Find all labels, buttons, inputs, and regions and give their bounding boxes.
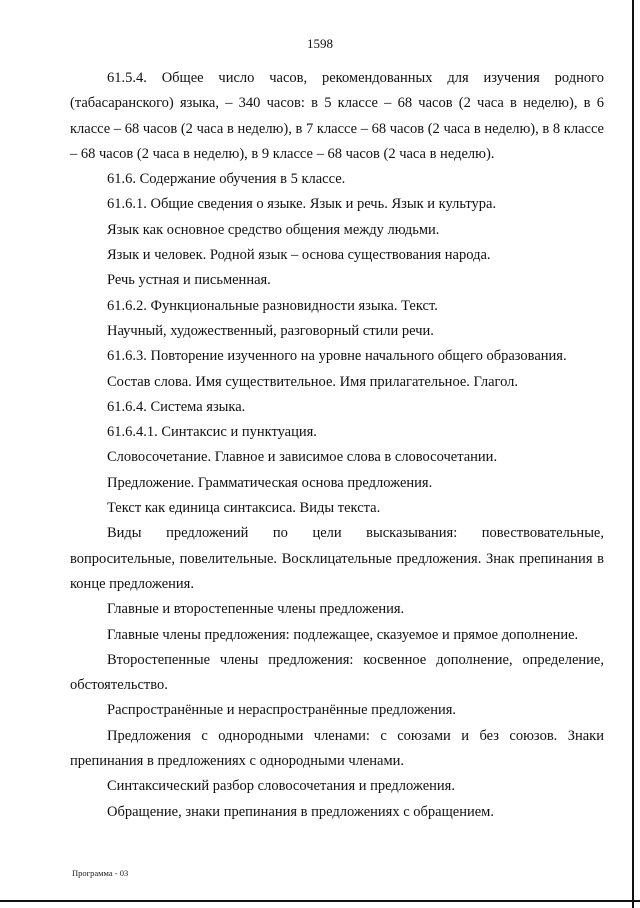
paragraph: 61.6.2. Функциональные разновидности языка. Текст.: [107, 297, 438, 314]
footer-program-code: Программа - 03: [72, 868, 129, 878]
document-body: [70, 66, 604, 825]
paragraph: Обращение, знаки препинания в предложениях с обращением.: [107, 803, 494, 820]
scan-border-bottom: [0, 900, 640, 902]
paragraph: Второстепенные члены предложения: косвенное дополнение, определение, обстоятельство.: [70, 651, 604, 694]
paragraph: Язык и человек. Родной язык – основа существования народа.: [107, 247, 491, 264]
paragraph: 61.6.4. Система языка.: [107, 398, 246, 415]
paragraph: Состав слова. Имя существительное. Имя прилагательное. Глагол.: [107, 373, 519, 390]
paragraph: Предложение. Грамматическая основа предложения.: [107, 474, 433, 491]
paragraph: 61.6. Содержание обучения в 5 классе.: [107, 171, 346, 188]
page-number: 1598: [307, 36, 333, 51]
paragraph: 61.6.4.1. Синтаксис и пунктуация.: [107, 424, 317, 441]
paragraph: Словосочетание. Главное и зависимое слова в словосочетании.: [107, 449, 498, 466]
paragraph: Главные и второстепенные члены предложения.: [107, 601, 405, 618]
paragraph: Распространённые и нераспространённые предложения.: [107, 702, 457, 719]
paragraph: Виды предложений по цели высказывания: повествовательные, вопросительные, повелительные. Восклицательные предложения. Знак препинания в конце предложения.: [70, 525, 604, 592]
paragraph: Научный, художественный, разговорный стили речи.: [107, 322, 434, 339]
paragraph: Главные члены предложения: подлежащее, сказуемое и прямое дополнение.: [107, 626, 579, 643]
paragraph: Синтаксический разбор словосочетания и предложения.: [107, 778, 455, 795]
paragraph: 61.6.1. Общие сведения о языке. Язык и речь. Язык и культура.: [107, 196, 497, 213]
paragraph: Речь устная и письменная.: [107, 272, 271, 289]
scan-border-right: [632, 0, 634, 908]
paragraph-hours: 61.5.4. Общее число часов, рекомендованных для изучения родного (табасаранского) языка, – 340 часов: в 5 классе – 68 часов (2 часа в неделю), в 6 классе – 68 часов (2 часа в неделю), в 7 классе – 68 часов (2 часа в неделю), в 8 классе – 68 часов (2 часа в неделю), в 9 классе – 68 часов (2 часа в неделю).: [70, 70, 604, 162]
paragraph: 61.6.3. Повторение изученного на уровне начального общего образования.: [107, 348, 567, 365]
paragraph: Текст как единица синтаксиса. Виды текста.: [107, 500, 381, 517]
paragraph: Язык как основное средство общения между людьми.: [107, 221, 440, 238]
paragraph: Предложения с однородными членами: с союзами и без союзов. Знаки препинания в предложениях с однородными членами.: [70, 727, 604, 770]
